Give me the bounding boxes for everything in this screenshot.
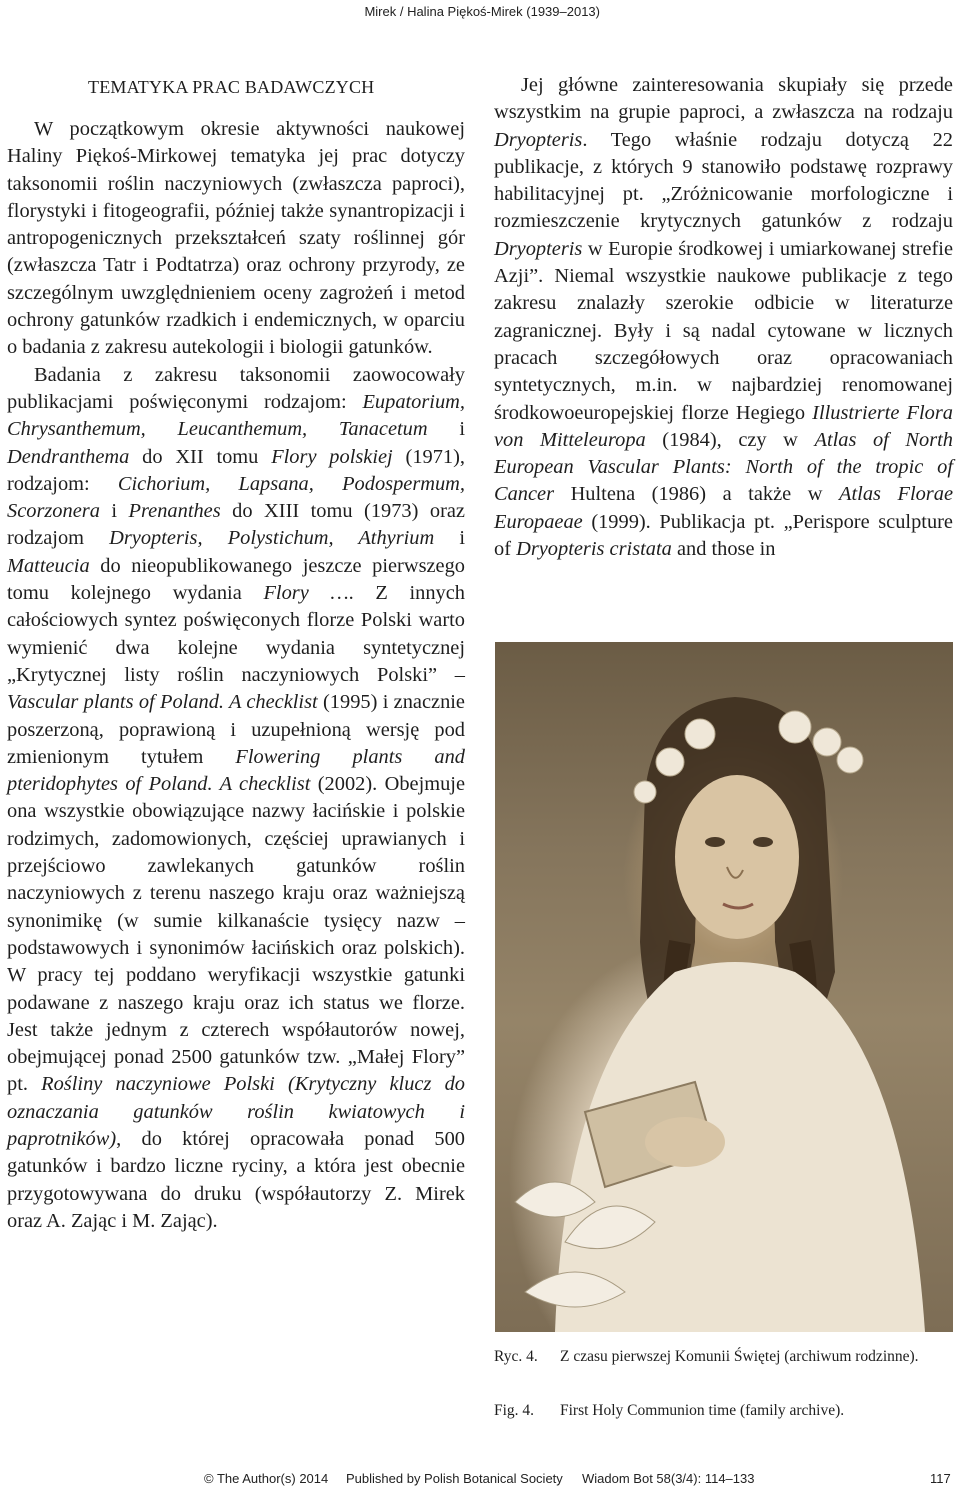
footer-page-number: 117 [930,1471,951,1486]
footer-copyright: © The Author(s) 2014 [204,1471,329,1486]
right-column [494,72,953,563]
paragraph-research-topics: W początkowym okresie aktywności naukowej Haliny Piękoś-Mirkowej tematyka jej prac dotyczy taksonomii roślin naczyniowych (zwłaszcza paproci), florystyki i fitogeografii, później także synantropizacji i antropogenicznych przekształceń szaty roślinnej gór (zwłaszcza Tatr i Podtatrza) oraz ochrony przyrody, ze szczególnym uwzględnieniem oceny zagrożeń i metod ochrony gatunków rzadkich i endemicznych, w oparciu o badania z zakresu autekologii i biologii gatunków. [7,118,465,359]
paragraph-dryopteris: Jej główne zainteresowania skupiały się przede wszystkim na grupie paproci, a zwłaszcza na rodzaju Dryopteris. Tego właśnie rodzaju dotyczą 22 publikacje, z których 9 stanowiło podstawę rozprawy habilitacyjnej pt. „Zróżnicowanie morfologiczne i rozmieszczenie krytycznych gatunków z rodzaju Dryopteris w Europie środkowej i umiarkowanej strefie Azji”. Niemal wszystkie naukowe publikacje z tego zakresu znalazły szerokie odbicie w literaturze zagranicznej. Były i są nadal cytowane w licznych pracach szczegółowych oraz opracowaniach syntetycznych, m.in. w najbardziej renomowanej środkowoeuropejskiej florze Hegiego Illustrierte Flora von Mitteleuropa (1984), czy w Atlas of North European Vascular Plants: North of the tropic of Cancer Hultena (1986) a także w Atlas Florae Europaeae (1999). Publikacja pt. „Perispore sculpture of Dryopteris cristata and those in [494,74,953,561]
footer-publisher: Published by Polish Botanical Society [346,1471,563,1486]
figure-caption-en: Fig. 4. First Holy Communion time (family archive). [494,1402,845,1419]
paragraph-taxonomy: Badania z zakresu taksonomii zaowocowały publikacjami poświęconymi rodzajom: Eupatorium, Chrysanthemum, Leucanthemum, Tanacetum i Dendranthema do XII tomu Flory polskiej (1971), rodzajom: Cichorium, Lapsana, Podospermum, Scorzonera i Prenanthes do XIII tomu (1973) oraz rodzajom Dryopteris, Polystichum, Athyrium i Matteucia do nieopublikowanego jeszcze pierwszego tomu kolejnego wydania Flory …. Z innych całościowych syntez poświęconych florze Polski warto wymienić dwa kolejne wydania syntetycznej „Krytycznej listy roślin naczyniowych Polski” – Vascular plants of Poland. A checklist (1995) i znacznie poszerzoną, poprawioną i uzupełnioną wersję pod zmienionym tytułem Flowering plants and pteridophytes of Poland. A checklist (2002). Obejmuje ona wszystkie obowiązujące nazwy łacińskie i polskie rodzimych, zadomowionych, częściej uprawianych i przejściowo zawlekanych gatunków roślin naczyniowych z terenu naszego kraju oraz ważniejszą synonimikę (w sumie kilkanaście tysięcy nazw – podstawowych i synonimów łacińskich oraz polskich). W pracy tej poddano weryfikacji wszystkie gatunki podawane z naszego kraju oraz ich status we florze. Jest także jednym z czterech współautorów nowej, obejmującej ponad 2500 gatunków tzw. „Małej Flory” pt. Rośliny naczyniowe Polski (Krytyczny klucz do oznaczania gatunków roślin kwiatowych i paprotników), do której opracowała ponad 500 gatunków i bardzo liczne ryciny, a która jest obecnie przygotowywana do druku (współautorzy Z. Mirek oraz A. Zając i M. Zając). [7,363,466,1232]
figure-caption-pl: Ryc. 4. Z czasu pierwszej Komunii Świętej (archiwum rodzinne). [494,1348,919,1365]
running-head: Mirek / Halina Piękoś-Mirek (1939–2013) [364,4,600,19]
footer-journal: Wiadom Bot 58(3/4): 114–133 [582,1471,755,1486]
left-column [7,72,465,1235]
portrait-photo [495,642,953,1332]
section-heading: TEMATYKA PRAC BADAWCZYCH [88,77,375,97]
portrait-photo-illustration [495,642,953,1332]
